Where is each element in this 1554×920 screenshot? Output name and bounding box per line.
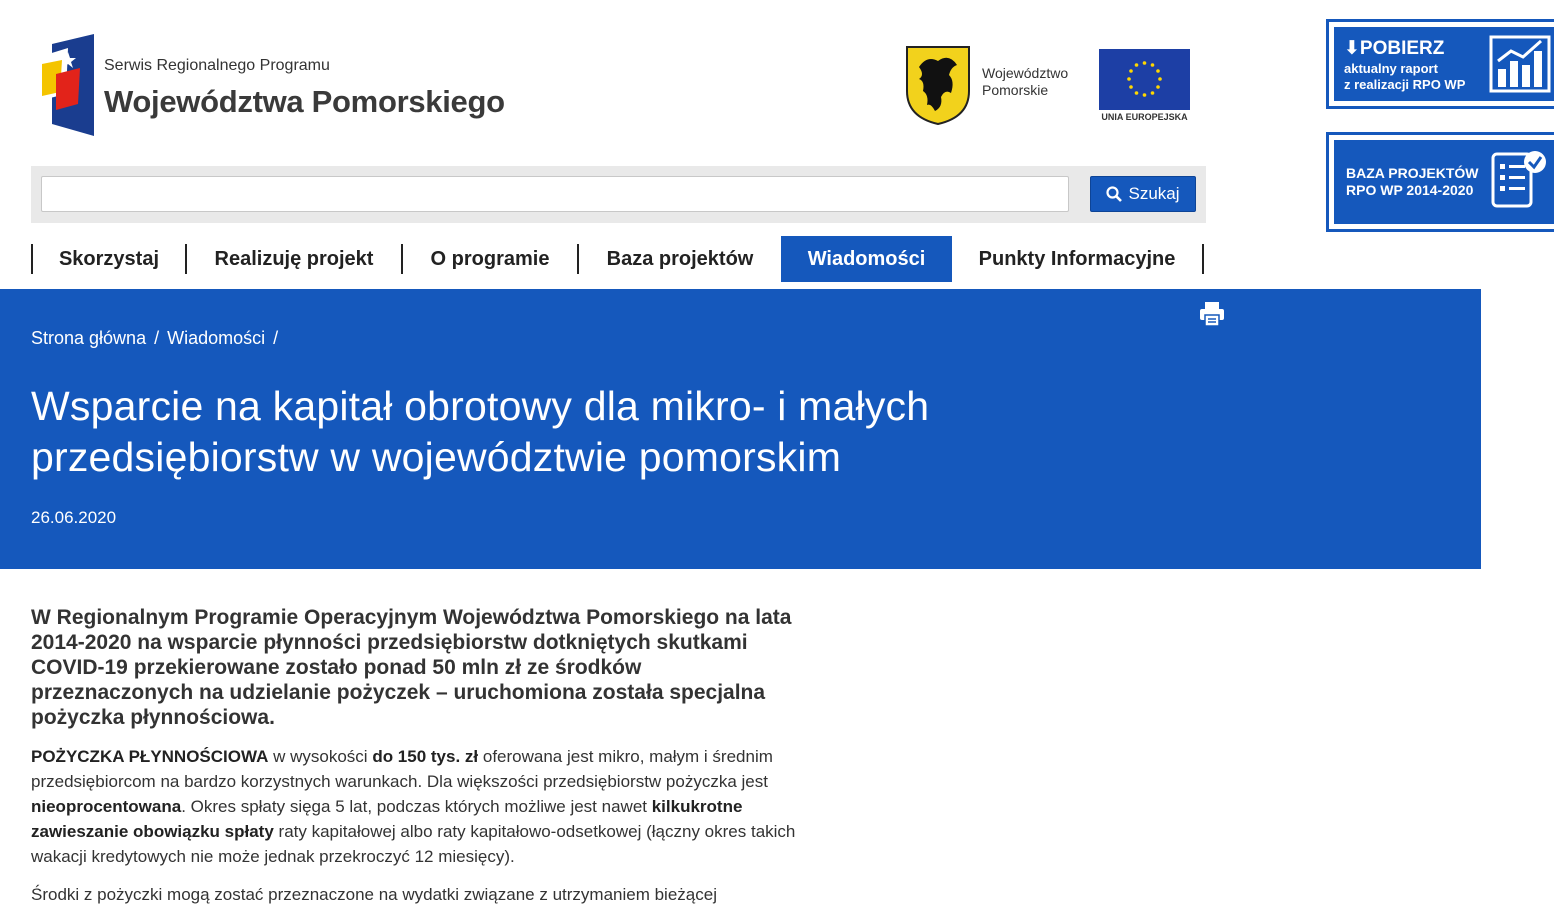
nav-item-baza-projektow[interactable]: Baza projektów — [606, 247, 754, 270]
article-paragraph: Środki z pożyczki mogą zostać przeznaczone na wydatki związane z utrzymaniem bieżącej — [31, 885, 717, 904]
download-report-subtitle — [1344, 61, 1465, 93]
breadcrumb-separator: / — [154, 328, 160, 348]
download-report-title-text: POBIERZ — [1359, 38, 1445, 59]
page-title: Wsparcie na kapitał obrotowy dla mikro- i małych przedsiębiorstw w województwie pomorskim — [31, 383, 930, 480]
breadcrumb-separator: / — [273, 328, 279, 348]
logo-title: Województwa Pomorskiego — [104, 84, 505, 119]
search-button-label: Szukaj — [1128, 184, 1180, 203]
breadcrumb — [31, 328, 280, 349]
paragraph-text: w wysokości — [268, 747, 373, 766]
download-report-banner[interactable] — [1326, 19, 1554, 109]
logo-subtitle: Serwis Regionalnego Programu — [104, 57, 330, 74]
nav-item-punkty-informacyjne[interactable]: Punkty Informacyjne — [978, 247, 1176, 270]
nav-item-skorzystaj[interactable]: Skorzystaj — [58, 247, 160, 270]
region-name-line1: Województwo — [982, 65, 1069, 81]
article-paragraph — [31, 744, 806, 869]
checklist-icon — [1489, 148, 1551, 212]
projects-database-line1: BAZA PROJEKTÓW — [1346, 165, 1479, 181]
download-report-line1: aktualny raport — [1344, 61, 1438, 76]
eu-flag-icon — [1099, 49, 1190, 110]
bold-text: nieoprocentowana — [31, 797, 182, 816]
download-arrow-icon: ⬇ — [1344, 38, 1360, 59]
download-report-line2: z realizacji RPO WP — [1344, 77, 1466, 92]
projects-database-label — [1346, 165, 1478, 199]
bold-text: do 150 tys. zł — [372, 747, 479, 766]
search-input[interactable] — [41, 176, 1069, 212]
breadcrumb-section-link[interactable]: Wiadomości — [167, 328, 266, 348]
paragraph-text: . Okres spłaty sięga 5 lat, podczas których możliwe jest nawet — [181, 797, 652, 816]
region-name-line2: Pomorskie — [982, 82, 1049, 98]
main-nav — [31, 236, 1204, 282]
article-lead: W Regionalnym Programie Operacyjnym Województwa Pomorskiego na lata 2014-2020 na wsparcie płynności przedsiębiorstw dotkniętych skutkami COVID-19 przekierowane zostało ponad 50 mln zł ze środków przeznaczonych na udzielanie pożyczek – uruchomiona została specjalna pożyczka płynnościowa. — [31, 606, 792, 729]
article-date: 26.06.2020 — [31, 508, 117, 527]
bold-text: kilkukrotne zawieszanie obowiązku spłaty — [31, 797, 743, 841]
article-header — [0, 289, 1481, 569]
projects-database-line2: RPO WP 2014-2020 — [1346, 182, 1474, 198]
nav-separator — [1202, 244, 1204, 274]
search-bar — [31, 166, 1206, 223]
paragraph-text: raty kapitałowej albo raty kapitałowo-odsetkowej (łączny okres takich wakacji kredytowych nie może jednak przekroczyć 12 miesięcy). — [31, 822, 796, 866]
search-icon — [1106, 186, 1122, 202]
nav-item-o-programie[interactable]: O programie — [430, 247, 550, 270]
print-icon[interactable] — [1199, 301, 1225, 327]
download-report-title — [1344, 37, 1444, 60]
nav-item-realizuje-projekt[interactable]: Realizuję projekt — [214, 247, 374, 270]
program-logo-icon — [42, 34, 98, 136]
eu-label: UNIA EUROPEJSKA — [1101, 112, 1188, 122]
region-name — [982, 65, 1068, 99]
program-logo[interactable] — [42, 34, 522, 138]
region-coat-of-arms-icon — [905, 45, 971, 125]
paragraph-text: oferowana jest mikro, małym i średnim przedsiębiorcom na bardzo korzystnych warunkach. Dla większości przedsiębiorstw pożyczka jest — [31, 747, 773, 791]
search-button[interactable] — [1090, 176, 1196, 212]
breadcrumb-home-link[interactable]: Strona główna — [31, 328, 147, 348]
article-body — [31, 605, 806, 920]
bold-text: POŻYCZKA PŁYNNOŚCIOWA — [31, 747, 269, 766]
bar-chart-icon — [1489, 35, 1551, 93]
nav-item-wiadomosci[interactable]: Wiadomości — [781, 236, 952, 282]
projects-database-banner[interactable] — [1326, 132, 1554, 232]
